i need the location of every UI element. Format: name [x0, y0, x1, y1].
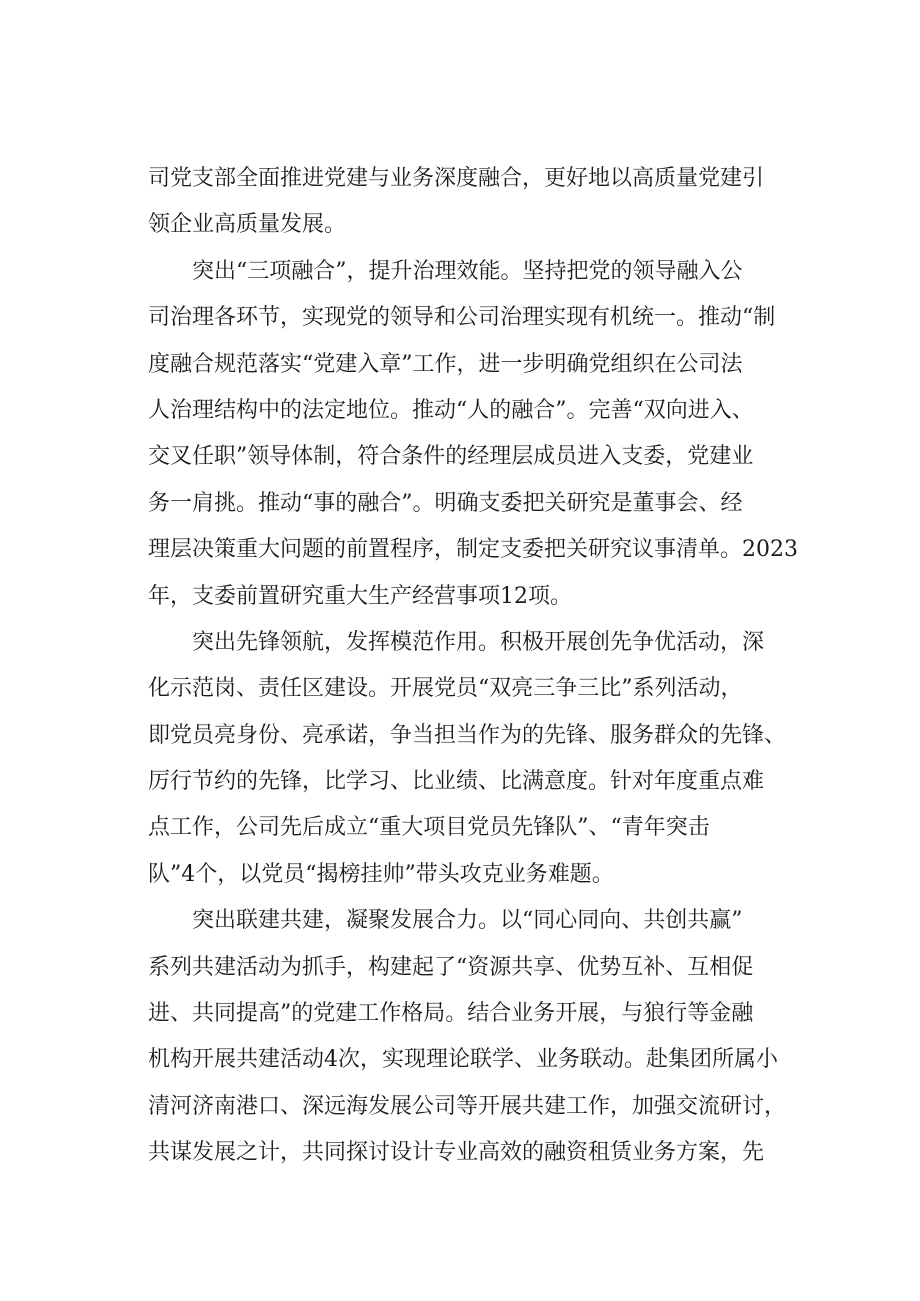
text-line: 交叉任职”领导体制，符合条件的经理层成员进入支委，党建业	[148, 444, 754, 470]
text-line-first: 突出“三项融合”，提升治理效能。坚持把党的领导融入公	[192, 258, 743, 284]
text-line: 点工作，公司先后成立“重大项目党员先锋队”、“青年突击	[148, 815, 710, 841]
text-line: 司治理各环节，实现党的领导和公司治理实现有机统一。推动“制	[148, 305, 776, 331]
text-line: 司党支部全面推进党建与业务深度融合，更好地以高质量党建引	[148, 166, 765, 191]
text-line: 队”4个，以党员“揭榜挂帅”带头攻克业务难题。	[148, 861, 614, 887]
text-line: 度融合规范落实“党建入章”工作，进一步明确党组织在公司法	[148, 351, 743, 377]
text-line: 化示范岗、责任区建设。开展党员“双亮三争三比”系列活动，	[148, 676, 743, 702]
paragraph-3	[148, 620, 820, 898]
paragraph-2	[148, 249, 820, 620]
text-line: 人治理结构中的法定地位。推动“人的融合”。完善“双向进入、	[148, 397, 754, 423]
text-line: 即党员亮身份、亮承诺，争当担当作为的先锋、服务群众的先锋、	[148, 722, 787, 748]
text-line: 系列共建活动为抓手，构建起了“资源共享、优势互补、互相促	[148, 954, 754, 980]
paragraph-1	[148, 156, 820, 249]
text-line: 理层决策重大问题的前置程序，制定支委把关研究议事清单。2023	[148, 537, 798, 563]
text-line-first: 突出先锋领航，发挥模范作用。积极开展创先争优活动，深	[192, 629, 765, 655]
text-line: 厉行节约的先锋，比学习、比业绩、比满意度。针对年度重点难	[148, 769, 765, 795]
text-line: 共谋发展之计，共同探讨设计专业高效的融资租赁业务方案，先	[148, 1140, 765, 1166]
text-line: 进、共同提高”的党建工作格局。结合业务开展，与狼行等金融	[148, 1001, 754, 1027]
text-line: 机构开展共建活动4次，实现理论联学、业务联动。赴集团所属小	[148, 1047, 778, 1073]
text-line: 领企业高质量发展。	[148, 212, 347, 238]
document-body	[148, 156, 820, 1177]
paragraph-4	[148, 898, 820, 1176]
text-line: 务一肩挑。推动“事的融合”。明确支委把关研究是董事会、经	[148, 490, 743, 516]
text-line-first: 突出联建共建，凝聚发展合力。以“同心同向、共创共赢”	[192, 908, 743, 934]
text-line: 清河济南港口、深远海发展公司等开展共建工作，加强交流研讨，	[148, 1093, 787, 1119]
text-line: 年，支委前置研究重大生产经营事项12项。	[148, 583, 572, 609]
